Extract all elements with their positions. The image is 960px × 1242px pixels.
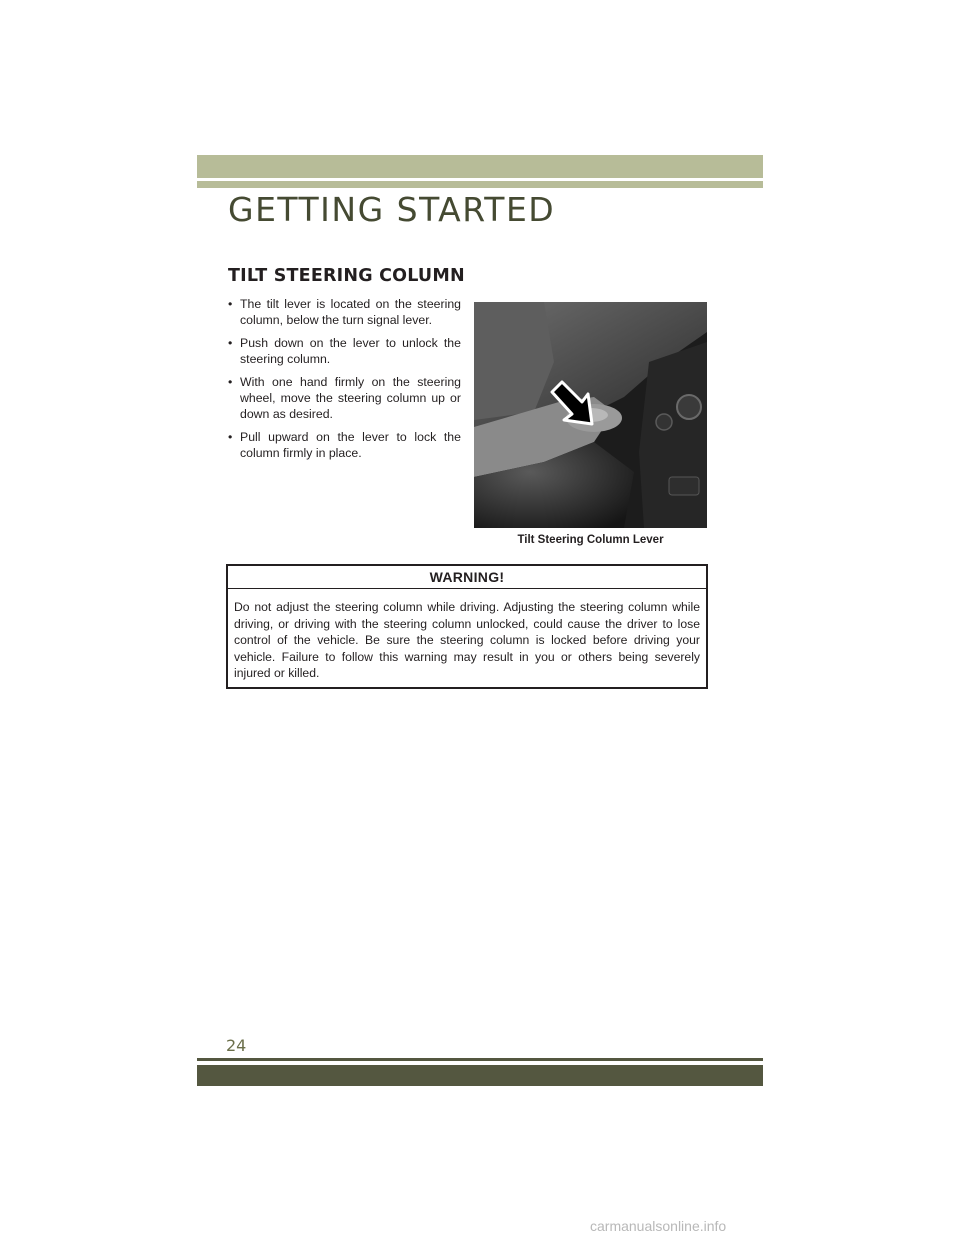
header-divider [197,181,763,188]
warning-text: Do not adjust the steering column while driving. Adjusting the steering column while driving, or driving with the steering column unlocked, could cause the driver to lose control of the vehicle. Be sure the steering column is locked before driving your vehicle. Failure to follow this warning may result in you or others being severely injured or killed. [234,600,700,680]
footer-divider [197,1058,763,1061]
list-item [228,429,461,461]
figure-caption: Tilt Steering Column Lever [517,534,664,546]
bullet-icon: • [228,297,233,311]
list-item [228,335,461,367]
header-band [197,155,763,178]
section-title: GETTING STARTED [228,190,556,229]
list-item-text: Pull upward on the lever to lock the column firmly in place. [240,430,461,460]
bullet-icon: • [228,430,233,444]
footer-band [197,1065,763,1086]
page-number: 24 [226,1036,247,1055]
list-item [228,374,461,422]
steering-column-illustration [474,302,707,528]
list-item-text: With one hand firmly on the steering wheel, move the steering column up or down as desired. [240,375,461,421]
watermark: carmanualsonline.info [590,1218,727,1234]
instruction-list [228,296,461,468]
bullet-icon: • [228,375,233,389]
warning-box [226,564,708,689]
bullet-icon: • [228,336,233,350]
list-item-text: The tilt lever is located on the steering column, below the turn signal lever. [240,297,461,327]
steering-column-photo [474,302,707,528]
warning-title: WARNING! [228,566,706,589]
page-heading: TILT STEERING COLUMN [228,266,465,286]
list-item-text: Push down on the lever to unlock the steering column. [240,336,461,366]
list-item [228,296,461,328]
